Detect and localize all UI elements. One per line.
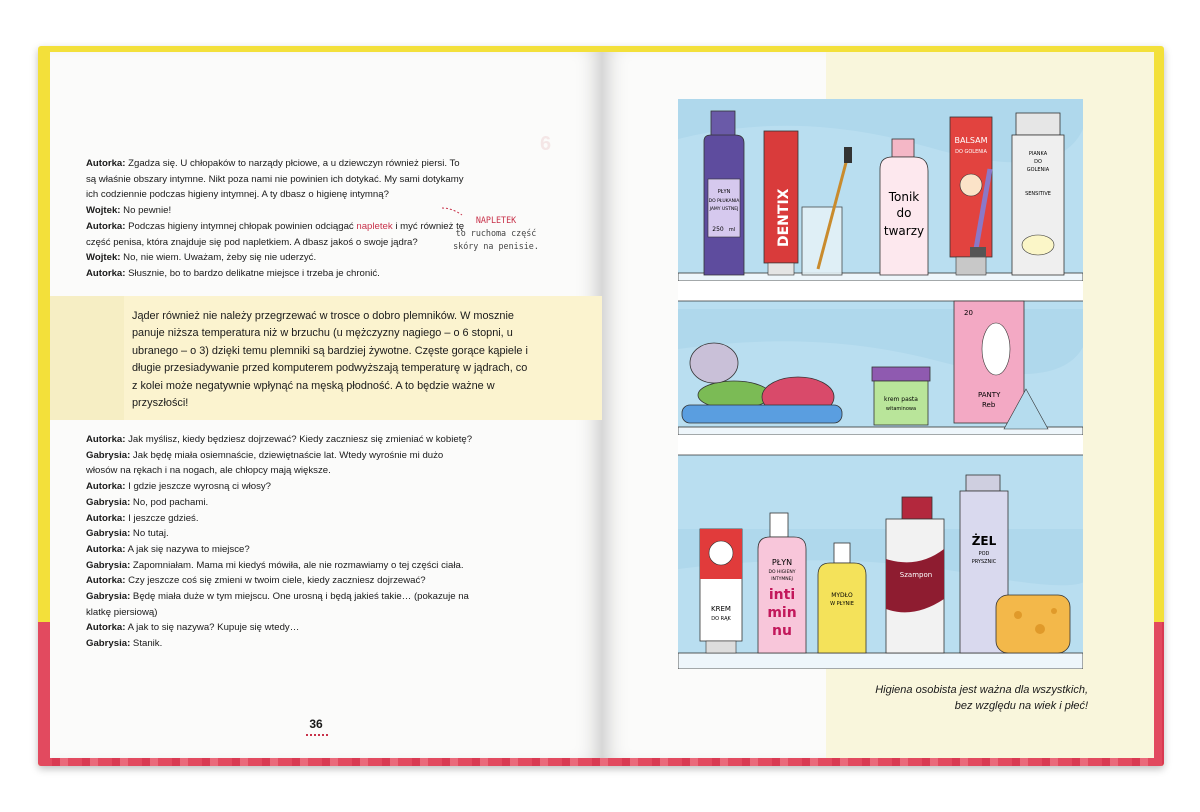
caption-line: bez względu na wiek i płeć!: [954, 699, 1088, 712]
illustration-caption: [790, 683, 1088, 715]
callout-line: skóry na penisie.: [453, 241, 539, 251]
highlight-term: napletek: [356, 220, 393, 232]
page-number-dots: [306, 734, 328, 736]
line-text: Stanik.: [130, 638, 163, 650]
balsam-label: BALSAM: [954, 136, 988, 145]
tonic-label: do: [896, 206, 912, 220]
callout-label: NAPLETEK: [475, 215, 517, 225]
definition-callout: [432, 214, 560, 258]
mouthwash-volume: 250: [712, 226, 724, 233]
speaker: Wojtek:: [86, 252, 121, 264]
intimate-label: INTYMNEJ: [771, 577, 793, 582]
shelf-top: [678, 273, 1083, 301]
speaker: Autorka:: [86, 481, 126, 493]
line-text: Zapomniałam. Mama mi kiedyś mówiła, ale nie rozmawiamy o tej części ciała.: [130, 559, 464, 571]
intimate-brand: nu: [772, 623, 792, 639]
speaker: Gabrysia:: [86, 449, 131, 461]
line-text: A jak to się nazywa? Kupuje się wtedy…: [125, 622, 300, 634]
balsam-label: DO GOLENIA: [955, 149, 987, 155]
line-text: Jak będę miała osiemnaście, dziewiętnaście lat. Wtedy wyrośnie mi dużo włosów na rękach i na nogach, ale chłopcy mają większe.: [86, 449, 444, 477]
soap-label: W PŁYNIE: [830, 601, 854, 607]
speaker: Autorka:: [86, 434, 126, 445]
cream-jar: [872, 367, 930, 425]
line-text: No pewnie!: [120, 205, 172, 217]
mouthwash-unit: ml: [728, 227, 736, 233]
dialogue-line: [86, 495, 476, 511]
face-tonic-bottle: [880, 139, 928, 275]
line-text: Słusznie, bo to bardzo delikatne miejsce i trzeba je chronić.: [125, 267, 380, 279]
speaker: Autorka:: [86, 543, 126, 555]
dialogue-line: [86, 448, 476, 479]
dialogue-line: [86, 219, 466, 250]
speaker: Gabrysia:: [86, 591, 131, 603]
speaker: Autorka:: [86, 575, 126, 587]
shelf-middle: [678, 427, 1083, 455]
cream-jar-label: krem pasta: [884, 396, 918, 403]
sponge: [996, 595, 1070, 653]
dialogue-line: [86, 620, 476, 636]
dialogue-line: [86, 250, 466, 266]
toothpaste-tube: [764, 131, 798, 275]
dialogue-line: [86, 432, 476, 448]
line-text: Będę miała duże w tym miejscu. One urosną i będą jakieś takie… (pokazuje na klatkę piersiową): [86, 591, 469, 618]
intimate-brand: min: [767, 605, 797, 621]
line-text: No, pod pachami.: [130, 496, 209, 508]
dialogue-line: [86, 156, 466, 203]
line-text: No tutaj.: [130, 528, 169, 540]
intimate-label: PŁYN: [771, 558, 793, 567]
foam-label: GOLENIA: [1026, 167, 1050, 173]
speaker: Autorka:: [86, 622, 126, 634]
mouthwash-bottle: [704, 111, 744, 275]
page-number: 36: [309, 717, 323, 731]
toothpaste-label: DENTIX: [776, 188, 792, 247]
shelf-bottom: [678, 653, 1083, 669]
hand-cream-tube: [700, 529, 742, 653]
info-box-side: [50, 296, 124, 420]
speaker: Autorka:: [86, 267, 126, 279]
info-text: Jąder również nie należy przegrzewać w trosce o dobro plemników. W mosznie panuje niższa temperatura niż w brzuchu (u mężczyzny nagiego – o 6 stopni, u ubranego – o 3) dzięki temu plemniki są bardziej żywotne. Częste gorące kąpiele i długie przesiadywanie przed komputerem podwyższają temperaturę w jądrach, co z kolei może negatywnie wpłynąć na męską płodność. A to będzie ważne w przyszłości!: [132, 310, 528, 410]
line-text: Zgadza się. U chłopaków to narządy płciowe, a u dziewczyn również piersi. To są właśnie obszary intymne. Nikt poza nami nie powinien ich dotykać. My sami dotykamy ich codziennie podczas higieny intymnej. A ty dbasz o higienę intymną?: [86, 158, 464, 201]
line-text: A jak się nazywa to miejsce?: [125, 543, 250, 555]
dialogue-line: [86, 636, 476, 652]
line-text: No, nie wiem. Uważam, żeby się nie uderzyć.: [120, 252, 317, 264]
dialogue-line: [86, 558, 476, 574]
dialogue-bottom: [86, 432, 476, 652]
line-text: I jeszcze gdzieś.: [125, 512, 199, 524]
speaker: Wojtek:: [86, 205, 121, 217]
intimate-brand: inti: [768, 587, 796, 603]
foam-label: SENSITIVE: [1025, 191, 1051, 197]
dialogue-line: [86, 526, 476, 542]
dialogue-line: [86, 542, 476, 558]
hand-cream-label: KREM: [711, 605, 731, 613]
speaker: Gabrysia:: [86, 528, 131, 540]
hand-cream-label: DO RĄK: [711, 616, 731, 622]
line-text: Podczas higieny intymnej chłopak powinien odciągać: [125, 220, 357, 232]
speaker: Gabrysia:: [86, 559, 131, 571]
speaker: Autorka:: [86, 220, 126, 232]
dialogue-line: [86, 573, 476, 589]
shampoo-label: Szampon: [899, 571, 933, 579]
bathroom-shelves-illustration: [678, 99, 1083, 669]
callout-line: to ruchoma część: [455, 228, 537, 238]
line-text: i myć również tę część penisa, która znajduje się pod napletkiem. A dbasz jakoś o swoje jądra?: [86, 220, 465, 248]
gel-label: POD: [978, 551, 990, 557]
gel-label: ŻEL: [971, 534, 997, 548]
shaving-foam-can: [1012, 113, 1064, 275]
mouthwash-label: PŁYN: [717, 189, 731, 195]
pads-brand: PANTY: [978, 391, 1001, 399]
gel-label: PRYSZNIC: [971, 559, 997, 565]
ghost-mark: 6: [540, 133, 552, 155]
line-text: Jak myślisz, kiedy będziesz dojrzewać? Kiedy zaczniesz się zmieniać w kobietę?: [125, 434, 473, 445]
dialogue-line: [86, 203, 466, 219]
mouthwash-label: JAMY USTNEJ: [709, 207, 739, 212]
foam-label: PIANKA: [1028, 151, 1048, 157]
speaker: Gabrysia:: [86, 496, 131, 508]
pads-count: 20: [964, 309, 973, 317]
dialogue-line: [86, 266, 466, 282]
dialogue-line: [86, 511, 476, 527]
speaker: Autorka:: [86, 158, 126, 169]
dialogue-top: [86, 156, 466, 282]
dialogue-line: [86, 589, 476, 620]
pads-brand: Reb: [982, 401, 996, 409]
shampoo-bottle: [886, 497, 944, 653]
line-text: Czy jeszcze coś się zmieni w twoim ciele, kiedy zaczniesz dojrzewać?: [125, 575, 426, 587]
tonic-label: Tonik: [888, 190, 920, 204]
tonic-label: twarzy: [883, 224, 925, 238]
dialogue-line: [86, 479, 476, 495]
callout-text: [432, 214, 560, 253]
soap-label: MYDŁO: [831, 592, 853, 599]
intimate-label: DO HIGIENY: [768, 570, 796, 575]
foam-label: DO: [1034, 159, 1042, 165]
mouthwash-label: DO PŁUKANIA: [708, 199, 740, 204]
caption-line: Higiena osobista jest ważna dla wszystkich,: [875, 684, 1088, 696]
cream-jar-label: witaminowa: [885, 406, 917, 412]
line-text: I gdzie jeszcze wyrosną ci włosy?: [125, 481, 272, 493]
speaker: Gabrysia:: [86, 638, 131, 650]
speaker: Autorka:: [86, 512, 126, 524]
